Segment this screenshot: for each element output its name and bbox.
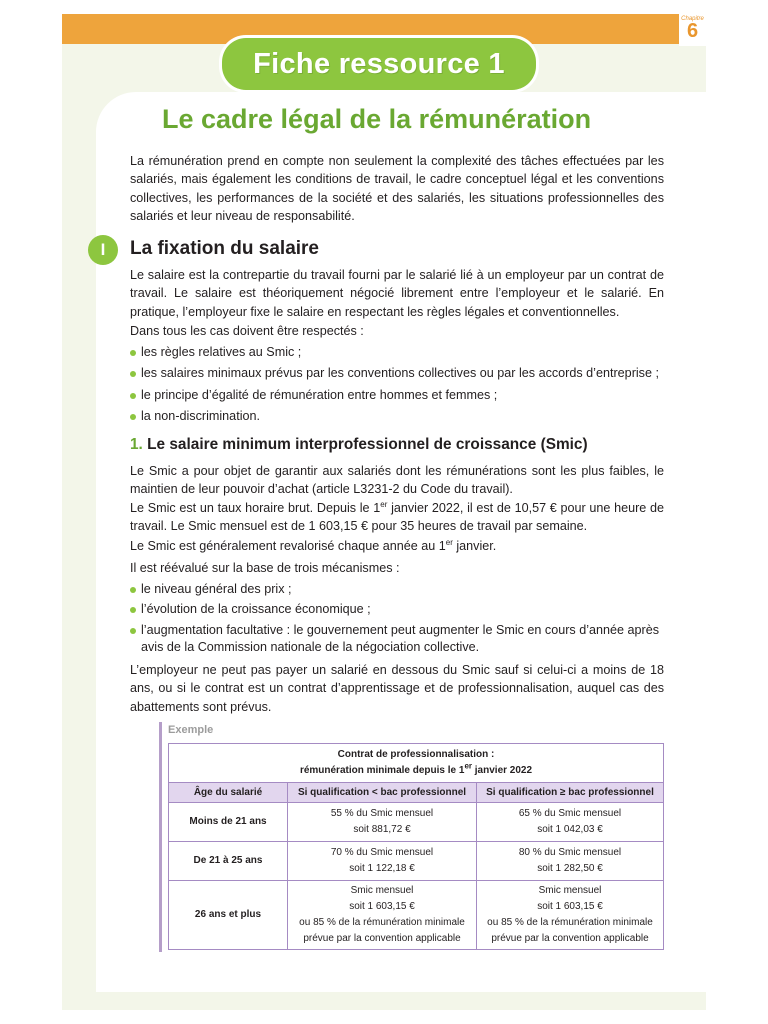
- bottom-band: [62, 992, 706, 1010]
- subsection-number: 1.: [130, 436, 143, 453]
- smic-paragraph-3: Le Smic est généralement revalorisé chaque année au 1er janvier.: [130, 537, 497, 553]
- table-row: [169, 803, 664, 842]
- smic-paragraph-4: Il est réévalué sur la base de trois mécanismes :: [130, 561, 400, 575]
- table-cell: Smic mensuel soit 1 603,15 € ou 85 % de la rémunération minimale prévue par la convention applicable: [477, 881, 664, 950]
- table-cell: 26 ans et plus: [169, 881, 288, 950]
- subsection-title-text: Le salaire minimum interprofessionnel de croissance (Smic): [147, 436, 588, 453]
- section-title: La fixation du salaire: [130, 238, 319, 259]
- smic-paragraph-5: L’employeur ne peut pas payer un salarié en dessous du Smic sauf si celui-ci a moins de 18 ans, ou si le contrat est un contrat d’apprentissage et de professionnalisation, auquel cas des abattements sont prévus.: [130, 663, 664, 714]
- list-item: les règles relatives au Smic ;: [130, 342, 664, 363]
- table-cell: De 21 à 25 ans: [169, 842, 288, 881]
- subsection-title: [130, 436, 588, 454]
- column-header: Âge du salarié: [169, 783, 288, 803]
- table-cell: Smic mensuel soit 1 603,15 € ou 85 % de la rémunération minimale prévue par la convention applicable: [288, 881, 477, 950]
- table-cell: 70 % du Smic mensuel soit 1 122,18 €: [288, 842, 477, 881]
- section-number-badge: I: [88, 235, 118, 265]
- table-cell: 65 % du Smic mensuel soit 1 042,03 €: [477, 803, 664, 842]
- chapter-tab: [679, 14, 706, 46]
- list-item: la non-discrimination.: [130, 406, 664, 427]
- section-paragraph-2: Dans tous les cas doivent être respectés :: [130, 324, 364, 338]
- table-cell: 55 % du Smic mensuel soit 881,72 €: [288, 803, 477, 842]
- example-side-bar: [159, 722, 162, 952]
- mechanisms-list: [130, 579, 664, 656]
- page-title: Le cadre légal de la rémunération: [162, 104, 592, 134]
- chapter-label: Chapitre: [681, 16, 704, 22]
- table-cell: 80 % du Smic mensuel soit 1 282,50 €: [477, 842, 664, 881]
- requirements-list: [130, 342, 664, 428]
- smic-paragraph-1: Le Smic a pour objet de garantir aux salariés dont les rémunérations sont les plus faibles, le maintien de leur pouvoir d’achat (article L3231-2 du Code du travail).: [130, 464, 664, 497]
- list-item: l’évolution de la croissance économique ;: [130, 599, 664, 619]
- intro-paragraph: La rémunération prend en compte non seulement la complexité des tâches effectuées par les salariés, mais également les conditions de travail, le cadre conceptuel légal et les conventions collectives, les performances de la société et des salariés, les situations professionnelles des salariés et leur niveau de responsabilité.: [130, 154, 664, 224]
- list-item: le niveau général des prix ;: [130, 579, 664, 599]
- list-item: les salaires minimaux prévus par les conventions collectives ou par les accords d’entreprise ;: [130, 363, 664, 384]
- example-table: [168, 743, 664, 950]
- chapter-number: 6: [686, 20, 699, 42]
- table-row: [169, 881, 664, 950]
- list-item: le principe d’égalité de rémunération entre hommes et femmes ;: [130, 385, 664, 406]
- table-caption-row: [169, 744, 664, 783]
- column-header: Si qualification ≥ bac professionnel: [477, 783, 664, 803]
- table-row: [169, 842, 664, 881]
- example-label: Exemple: [168, 724, 214, 736]
- table-caption: Contrat de professionnalisation : rémunération minimale depuis le 1er janvier 2022: [169, 744, 664, 783]
- column-header: Si qualification < bac professionnel: [288, 783, 477, 803]
- table-header-row: [169, 783, 664, 803]
- resource-title-banner: [222, 38, 536, 90]
- resource-title: Fiche ressource 1: [253, 47, 505, 80]
- smic-paragraph-2: Le Smic est un taux horaire brut. Depuis le 1er janvier 2022, il est de 10,57 € pour une heure de travail. Le Smic mensuel est de 1 603,15 € pour 35 heures de travail par semaine.: [130, 499, 664, 534]
- table-cell: Moins de 21 ans: [169, 803, 288, 842]
- section-paragraph-1: Le salaire est la contrepartie du travail fourni par le salarié lié à un employeur par un contrat de travail. Le salaire est théoriquement négocié librement entre l’employeur et le salarié. En pratique, l’employeur fixe le salaire en respectant les règles légales et conventionnelles.: [130, 268, 664, 319]
- list-item: l’augmentation facultative : le gouvernement peut augmenter le Smic en cours d’année après avis de la Commission nationale de la négociation collective.: [130, 622, 664, 656]
